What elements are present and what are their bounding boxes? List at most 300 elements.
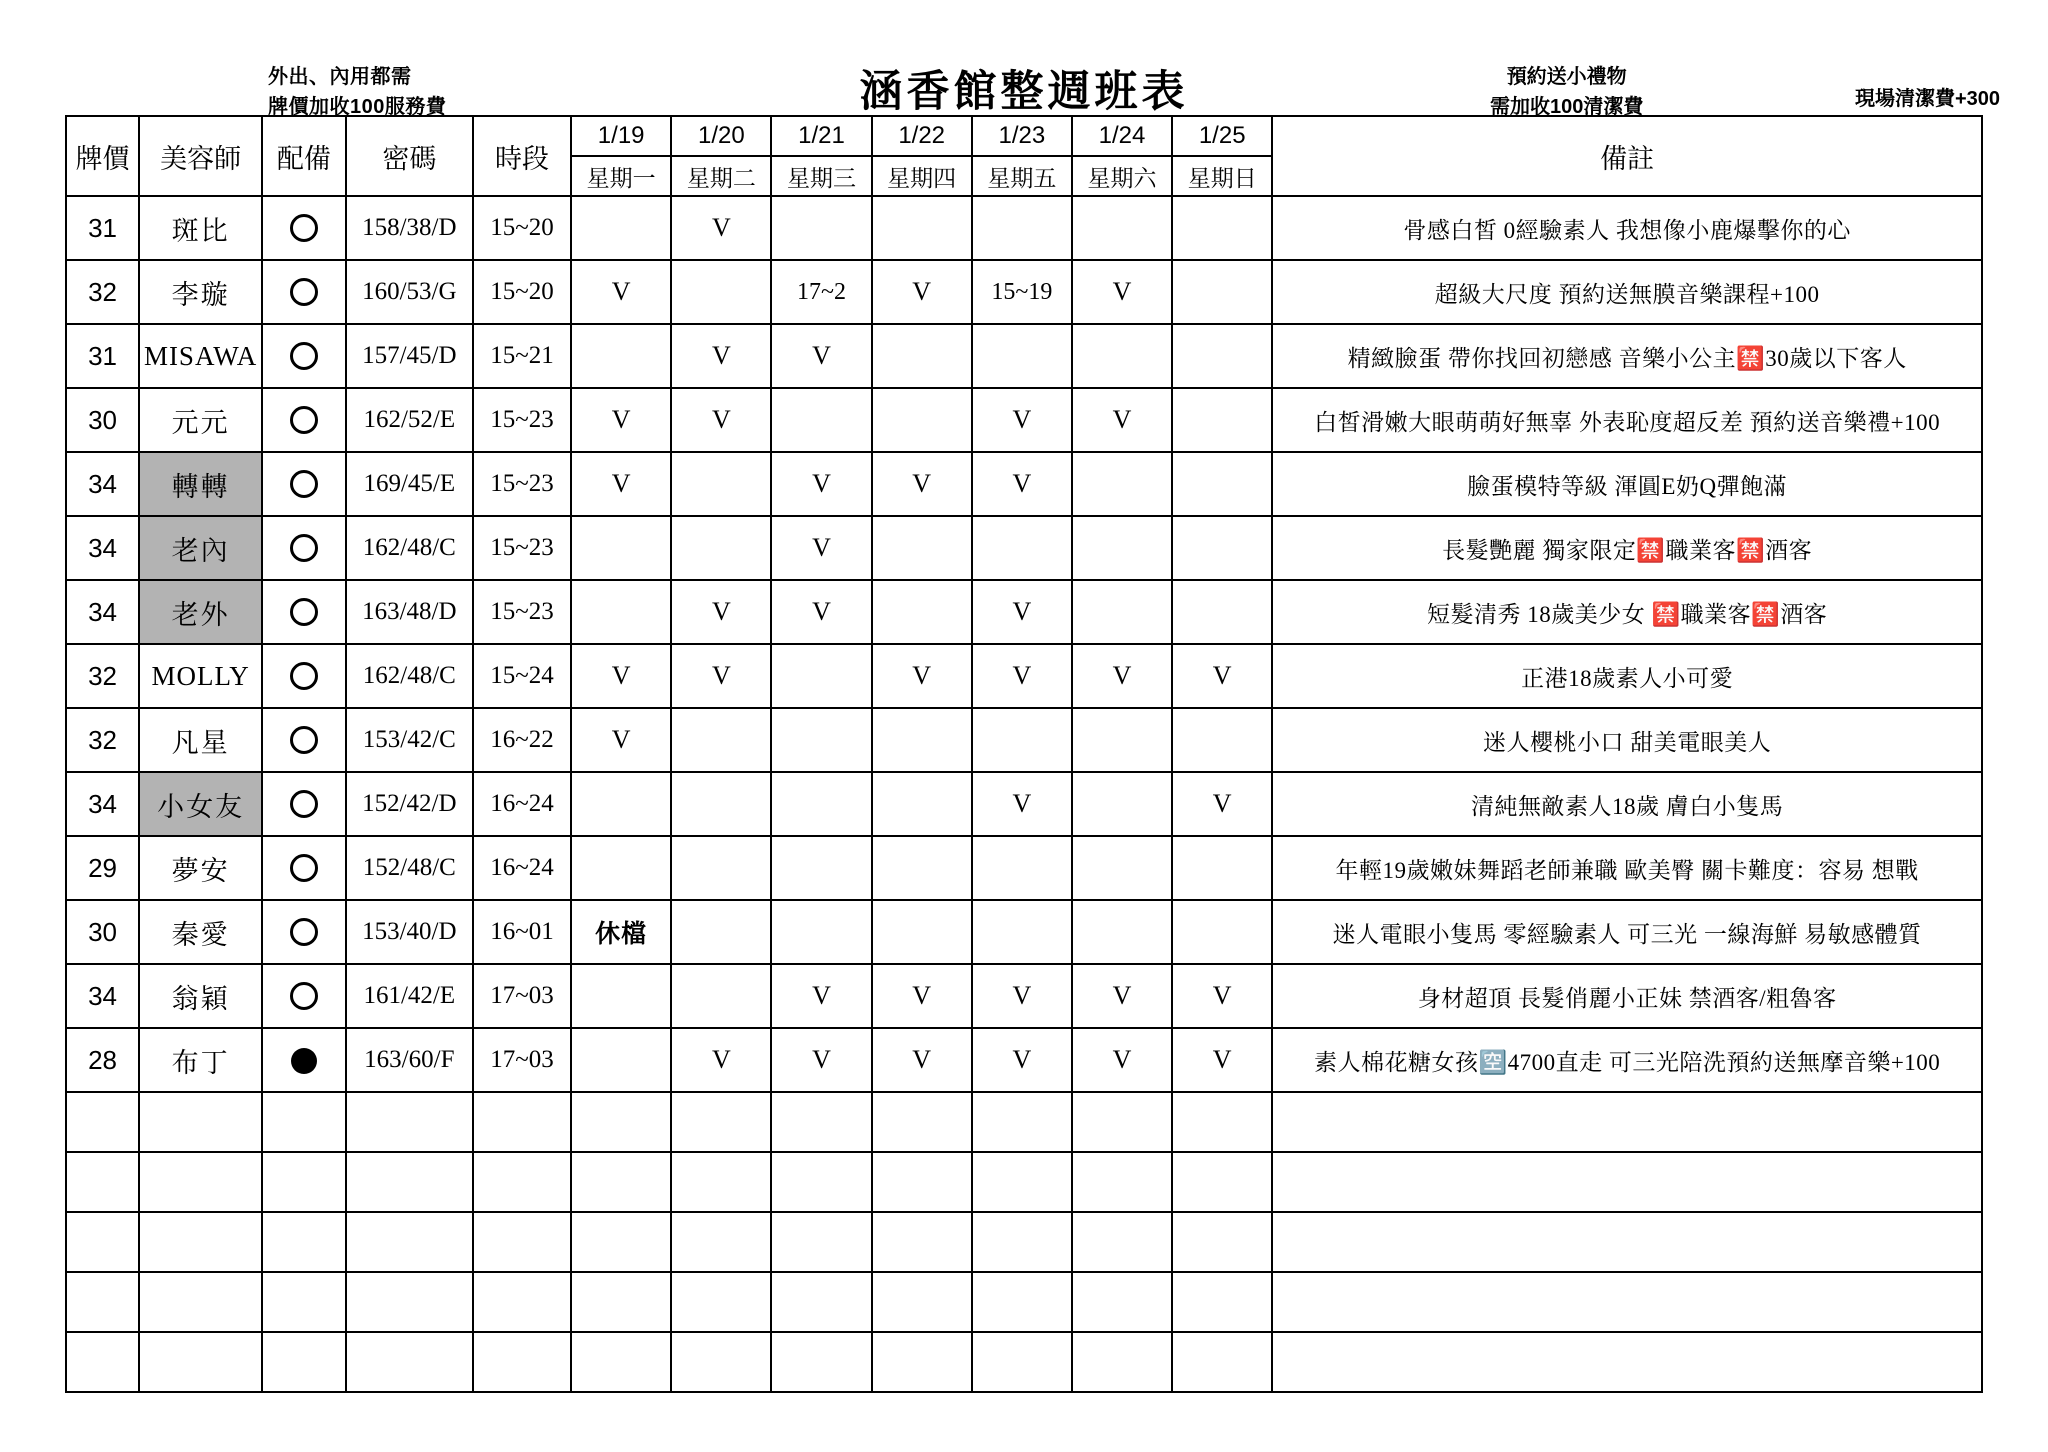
cell-day-2 <box>771 196 871 260</box>
header-right-line1: 預約送小禮物 <box>1506 66 1627 88</box>
cell-day-1: V <box>671 388 771 452</box>
open-circle-glyph <box>290 534 318 562</box>
cell-day-5 <box>1072 900 1172 964</box>
cell-day-5: V <box>1072 260 1172 324</box>
cell-empty <box>972 1332 1072 1392</box>
cell-note: 精緻臉蛋 帶你找回初戀感 音樂小公主🈲30歲以下客人 <box>1272 324 1982 388</box>
open-circle-icon <box>262 580 345 644</box>
open-circle-icon <box>262 644 345 708</box>
col-header-weekday-0: 星期一 <box>571 156 671 196</box>
cell-time-range: 16~01 <box>473 900 571 964</box>
cell-stylist-name: 翁穎 <box>139 964 262 1028</box>
cell-day-2 <box>771 836 871 900</box>
cell-day-0 <box>571 836 671 900</box>
open-circle-glyph <box>290 342 318 370</box>
cell-empty <box>139 1092 262 1152</box>
cell-day-3: V <box>872 260 972 324</box>
cell-empty <box>1072 1332 1172 1392</box>
col-header-date-3: 1/22 <box>872 116 972 156</box>
cell-day-0 <box>571 196 671 260</box>
cell-empty <box>1072 1152 1172 1212</box>
cell-time-range: 16~22 <box>473 708 571 772</box>
cell-price: 34 <box>66 516 139 580</box>
cell-note: 迷人櫻桃小口 甜美電眼美人 <box>1272 708 1982 772</box>
cell-day-4: V <box>972 644 1072 708</box>
cell-day-2: V <box>771 1028 871 1092</box>
cell-day-2: V <box>771 516 871 580</box>
cell-price: 32 <box>66 708 139 772</box>
col-header-weekday-4: 星期五 <box>972 156 1072 196</box>
cell-day-5 <box>1072 836 1172 900</box>
cell-day-3: V <box>872 452 972 516</box>
open-circle-icon <box>262 388 345 452</box>
cell-day-4: 15~19 <box>972 260 1072 324</box>
table-row-empty <box>66 1272 1982 1332</box>
cell-empty <box>571 1332 671 1392</box>
cell-empty <box>262 1272 345 1332</box>
col-header-date-6: 1/25 <box>1172 116 1272 156</box>
cell-day-2 <box>771 644 871 708</box>
open-circle-glyph <box>290 470 318 498</box>
open-circle-icon <box>262 260 345 324</box>
open-circle-icon <box>262 772 345 836</box>
cell-day-2: V <box>771 324 871 388</box>
cell-day-4: V <box>972 964 1072 1028</box>
header-left-line2: 牌價加收100服務費 <box>268 96 447 118</box>
cell-price: 28 <box>66 1028 139 1092</box>
cell-day-5 <box>1072 772 1172 836</box>
header-right-line2: 需加收100清潔費 <box>1490 96 1644 118</box>
cell-empty <box>1172 1272 1272 1332</box>
cell-price: 30 <box>66 388 139 452</box>
cell-day-1 <box>671 260 771 324</box>
cell-code: 162/52/E <box>346 388 473 452</box>
table-row <box>66 964 1982 1028</box>
cell-day-0: V <box>571 708 671 772</box>
table-row <box>66 1028 1982 1092</box>
cell-empty <box>262 1212 345 1272</box>
cell-empty <box>1172 1332 1272 1392</box>
cell-time-range: 15~23 <box>473 516 571 580</box>
col-header-weekday-6: 星期日 <box>1172 156 1272 196</box>
cell-price: 34 <box>66 964 139 1028</box>
cell-day-5 <box>1072 452 1172 516</box>
header-right-note <box>1490 62 1643 122</box>
open-circle-glyph <box>290 790 318 818</box>
cell-time-range: 15~23 <box>473 452 571 516</box>
cell-day-4: V <box>972 1028 1072 1092</box>
cell-day-0: V <box>571 260 671 324</box>
table-row <box>66 324 1982 388</box>
cell-empty <box>671 1332 771 1392</box>
cell-code: 161/42/E <box>346 964 473 1028</box>
cell-empty <box>872 1212 972 1272</box>
cell-day-2 <box>771 900 871 964</box>
cell-day-3: V <box>872 964 972 1028</box>
cell-code: 152/48/C <box>346 836 473 900</box>
cell-day-1: V <box>671 196 771 260</box>
cell-time-range: 17~03 <box>473 964 571 1028</box>
cell-day-1 <box>671 452 771 516</box>
filled-circle-glyph <box>291 1048 317 1074</box>
cell-day-0: V <box>571 388 671 452</box>
cell-stylist-name: 李璇 <box>139 260 262 324</box>
cell-empty <box>972 1272 1072 1332</box>
cell-empty <box>1072 1092 1172 1152</box>
cell-stylist-name: 夢安 <box>139 836 262 900</box>
cell-day-0 <box>571 516 671 580</box>
cell-empty <box>771 1272 871 1332</box>
cell-day-1 <box>671 772 771 836</box>
cell-stylist-name: 轉轉 <box>139 452 262 516</box>
page-header <box>0 0 2048 118</box>
open-circle-icon <box>262 516 345 580</box>
cell-empty <box>872 1152 972 1212</box>
cell-day-6: V <box>1172 964 1272 1028</box>
cell-empty <box>771 1332 871 1392</box>
cell-stylist-name: 秦愛 <box>139 900 262 964</box>
col-header-equip: 配備 <box>262 116 345 196</box>
cell-note: 超級大尺度 預約送無膜音樂課程+100 <box>1272 260 1982 324</box>
cell-time-range: 15~20 <box>473 196 571 260</box>
cell-empty <box>66 1332 139 1392</box>
cell-stylist-name: MOLLY <box>139 644 262 708</box>
cell-empty <box>671 1212 771 1272</box>
cell-empty <box>1272 1092 1982 1152</box>
cell-empty <box>1272 1212 1982 1272</box>
table-row <box>66 388 1982 452</box>
cell-empty <box>66 1152 139 1212</box>
cell-empty <box>1172 1092 1272 1152</box>
cell-day-5 <box>1072 708 1172 772</box>
cell-code: 153/40/D <box>346 900 473 964</box>
cell-empty <box>139 1272 262 1332</box>
cell-empty <box>972 1092 1072 1152</box>
cell-day-6 <box>1172 196 1272 260</box>
cell-day-3 <box>872 836 972 900</box>
cell-empty <box>571 1272 671 1332</box>
cell-empty <box>571 1212 671 1272</box>
col-header-price: 牌價 <box>66 116 139 196</box>
cell-day-4 <box>972 708 1072 772</box>
cell-day-2: 17~2 <box>771 260 871 324</box>
cell-day-3 <box>872 580 972 644</box>
cell-day-2: V <box>771 452 871 516</box>
cell-note: 年輕19歲嫩妹舞蹈老師兼職 歐美臀 關卡難度：容易 想戰 <box>1272 836 1982 900</box>
cell-day-4: V <box>972 772 1072 836</box>
col-header-date-5: 1/24 <box>1072 116 1172 156</box>
cell-day-6 <box>1172 580 1272 644</box>
open-circle-icon <box>262 964 345 1028</box>
cell-empty <box>139 1212 262 1272</box>
open-circle-glyph <box>290 406 318 434</box>
cell-stylist-name: 老內 <box>139 516 262 580</box>
cell-empty <box>1272 1272 1982 1332</box>
cell-empty <box>66 1212 139 1272</box>
table-row-empty <box>66 1332 1982 1392</box>
cell-empty <box>473 1212 571 1272</box>
cell-empty <box>473 1332 571 1392</box>
table-row <box>66 772 1982 836</box>
table-row <box>66 836 1982 900</box>
page-title: 涵香館整週班表 <box>859 69 1189 116</box>
cell-code: 153/42/C <box>346 708 473 772</box>
open-circle-glyph <box>290 918 318 946</box>
cell-day-4 <box>972 324 1072 388</box>
cell-empty <box>1172 1152 1272 1212</box>
table-row <box>66 580 1982 644</box>
cell-empty <box>972 1152 1072 1212</box>
cell-day-6 <box>1172 900 1272 964</box>
table-body <box>66 196 1982 1392</box>
cell-empty <box>571 1152 671 1212</box>
cell-empty <box>346 1152 473 1212</box>
cell-empty <box>1072 1212 1172 1272</box>
cell-empty <box>1272 1332 1982 1392</box>
cell-day-0 <box>571 580 671 644</box>
cell-empty <box>1072 1272 1172 1332</box>
cell-empty <box>771 1152 871 1212</box>
cell-code: 169/45/E <box>346 452 473 516</box>
cell-price: 31 <box>66 196 139 260</box>
cell-day-0 <box>571 324 671 388</box>
header-left-line1: 外出、內用都需 <box>268 66 412 88</box>
cell-stylist-name: MISAWA <box>139 324 262 388</box>
open-circle-glyph <box>290 982 318 1010</box>
cell-day-5 <box>1072 516 1172 580</box>
cell-code: 157/45/D <box>346 324 473 388</box>
cell-stylist-name: 布丁 <box>139 1028 262 1092</box>
cell-day-3 <box>872 388 972 452</box>
cell-day-1: V <box>671 324 771 388</box>
cell-empty <box>139 1332 262 1392</box>
cell-day-6 <box>1172 260 1272 324</box>
cell-time-range: 16~24 <box>473 836 571 900</box>
cell-price: 34 <box>66 772 139 836</box>
open-circle-glyph <box>290 214 318 242</box>
cell-day-3 <box>872 324 972 388</box>
table-row-empty <box>66 1152 1982 1212</box>
cell-day-0 <box>571 772 671 836</box>
table-row-empty <box>66 1092 1982 1152</box>
cell-day-4 <box>972 836 1072 900</box>
cell-time-range: 15~24 <box>473 644 571 708</box>
cell-day-6 <box>1172 324 1272 388</box>
cell-empty <box>262 1092 345 1152</box>
open-circle-icon <box>262 196 345 260</box>
cell-empty <box>262 1332 345 1392</box>
cell-note: 白皙滑嫩大眼萌萌好無辜 外表恥度超反差 預約送音樂禮+100 <box>1272 388 1982 452</box>
cell-empty <box>872 1272 972 1332</box>
cell-day-2 <box>771 772 871 836</box>
cell-note: 清純無敵素人18歲 膚白小隻馬 <box>1272 772 1982 836</box>
cell-empty <box>139 1152 262 1212</box>
cell-day-3 <box>872 900 972 964</box>
table-row <box>66 644 1982 708</box>
cell-empty <box>1272 1152 1982 1212</box>
cell-empty <box>1172 1212 1272 1272</box>
cell-price: 32 <box>66 260 139 324</box>
cell-day-5: V <box>1072 1028 1172 1092</box>
cell-day-3 <box>872 196 972 260</box>
open-circle-icon <box>262 900 345 964</box>
col-header-code: 密碼 <box>346 116 473 196</box>
cell-note: 身材超頂 長髮俏麗小正妹 禁酒客/粗魯客 <box>1272 964 1982 1028</box>
cell-empty <box>671 1092 771 1152</box>
cell-day-4: V <box>972 452 1072 516</box>
filled-circle-icon <box>262 1028 345 1092</box>
cell-empty <box>346 1212 473 1272</box>
cell-day-5 <box>1072 196 1172 260</box>
table-row <box>66 452 1982 516</box>
cell-day-0: V <box>571 452 671 516</box>
cell-empty <box>473 1272 571 1332</box>
cell-day-5: V <box>1072 964 1172 1028</box>
cell-empty <box>262 1152 345 1212</box>
cell-day-6: V <box>1172 644 1272 708</box>
cell-empty <box>346 1332 473 1392</box>
cell-empty <box>972 1212 1072 1272</box>
cell-day-6 <box>1172 388 1272 452</box>
cell-code: 162/48/C <box>346 644 473 708</box>
cell-day-1: V <box>671 644 771 708</box>
cell-price: 31 <box>66 324 139 388</box>
open-circle-icon <box>262 836 345 900</box>
cell-empty <box>771 1212 871 1272</box>
cell-day-3: V <box>872 1028 972 1092</box>
cell-day-1: V <box>671 580 771 644</box>
table-row-empty <box>66 1212 1982 1272</box>
cell-day-1: V <box>671 1028 771 1092</box>
cell-price: 29 <box>66 836 139 900</box>
col-header-name: 美容師 <box>139 116 262 196</box>
cell-empty <box>872 1332 972 1392</box>
cell-stylist-name: 小女友 <box>139 772 262 836</box>
cell-note: 骨感白皙 0經驗素人 我想像小鹿爆擊你的心 <box>1272 196 1982 260</box>
cell-empty <box>346 1092 473 1152</box>
open-circle-glyph <box>290 598 318 626</box>
cell-day-2 <box>771 708 871 772</box>
cell-day-2: V <box>771 964 871 1028</box>
cell-empty <box>671 1152 771 1212</box>
col-header-date-0: 1/19 <box>571 116 671 156</box>
cell-day-2 <box>771 388 871 452</box>
open-circle-icon <box>262 452 345 516</box>
cell-code: 163/48/D <box>346 580 473 644</box>
schedule-table <box>65 115 1983 1393</box>
cell-stylist-name: 凡星 <box>139 708 262 772</box>
cell-code: 152/42/D <box>346 772 473 836</box>
cell-note: 正港18歲素人小可愛 <box>1272 644 1982 708</box>
cell-note: 素人棉花糖女孩🈳4700直走 可三光陪洗預約送無摩音樂+100 <box>1272 1028 1982 1092</box>
open-circle-glyph <box>290 726 318 754</box>
table-row <box>66 708 1982 772</box>
cell-day-5: V <box>1072 388 1172 452</box>
header-cleaning-fee-note: 現場清潔費+300 <box>1855 88 2001 110</box>
cell-day-1 <box>671 516 771 580</box>
cell-empty <box>473 1092 571 1152</box>
cell-day-4: V <box>972 388 1072 452</box>
cell-day-0: 休檔 <box>571 900 671 964</box>
cell-stylist-name: 元元 <box>139 388 262 452</box>
cell-code: 163/60/F <box>346 1028 473 1092</box>
table-row <box>66 516 1982 580</box>
cell-day-6 <box>1172 708 1272 772</box>
cell-day-6: V <box>1172 1028 1272 1092</box>
cell-day-3 <box>872 516 972 580</box>
open-circle-glyph <box>290 854 318 882</box>
cell-day-0: V <box>571 644 671 708</box>
open-circle-glyph <box>290 278 318 306</box>
col-header-date-4: 1/23 <box>972 116 1072 156</box>
table-row <box>66 196 1982 260</box>
table-header-row-dates <box>66 116 1982 156</box>
cell-note: 短髮清秀 18歲美少女 🈲職業客🈲酒客 <box>1272 580 1982 644</box>
col-header-date-1: 1/20 <box>671 116 771 156</box>
col-header-weekday-2: 星期三 <box>771 156 871 196</box>
cell-price: 34 <box>66 580 139 644</box>
cell-stylist-name: 斑比 <box>139 196 262 260</box>
cell-time-range: 16~24 <box>473 772 571 836</box>
cell-day-5 <box>1072 324 1172 388</box>
col-header-time: 時段 <box>473 116 571 196</box>
cell-price: 30 <box>66 900 139 964</box>
col-header-weekday-1: 星期二 <box>671 156 771 196</box>
cell-empty <box>771 1092 871 1152</box>
cell-day-5: V <box>1072 644 1172 708</box>
cell-day-6 <box>1172 516 1272 580</box>
cell-code: 158/38/D <box>346 196 473 260</box>
cell-code: 160/53/G <box>346 260 473 324</box>
cell-price: 32 <box>66 644 139 708</box>
open-circle-icon <box>262 708 345 772</box>
cell-day-1 <box>671 900 771 964</box>
cell-time-range: 17~03 <box>473 1028 571 1092</box>
cell-day-3 <box>872 708 972 772</box>
open-circle-icon <box>262 324 345 388</box>
cell-empty <box>66 1092 139 1152</box>
cell-day-6: V <box>1172 772 1272 836</box>
col-header-weekday-3: 星期四 <box>872 156 972 196</box>
cell-day-2: V <box>771 580 871 644</box>
cell-empty <box>872 1092 972 1152</box>
cell-price: 34 <box>66 452 139 516</box>
cell-empty <box>671 1272 771 1332</box>
open-circle-glyph <box>290 662 318 690</box>
col-header-weekday-5: 星期六 <box>1072 156 1172 196</box>
cell-stylist-name: 老外 <box>139 580 262 644</box>
cell-day-1 <box>671 964 771 1028</box>
cell-day-3 <box>872 772 972 836</box>
cell-time-range: 15~21 <box>473 324 571 388</box>
cell-day-0 <box>571 964 671 1028</box>
cell-day-4 <box>972 196 1072 260</box>
cell-code: 162/48/C <box>346 516 473 580</box>
cell-day-3: V <box>872 644 972 708</box>
cell-empty <box>571 1092 671 1152</box>
cell-time-range: 15~23 <box>473 580 571 644</box>
col-header-note: 備註 <box>1272 116 1982 196</box>
cell-empty <box>473 1152 571 1212</box>
cell-day-1 <box>671 836 771 900</box>
cell-day-5 <box>1072 580 1172 644</box>
cell-day-0 <box>571 1028 671 1092</box>
cell-day-6 <box>1172 452 1272 516</box>
cell-day-4 <box>972 900 1072 964</box>
cell-note: 長髮艷麗 獨家限定🈲職業客🈲酒客 <box>1272 516 1982 580</box>
cell-note: 臉蛋模特等級 渾圓E奶Q彈飽滿 <box>1272 452 1982 516</box>
cell-day-4: V <box>972 580 1072 644</box>
